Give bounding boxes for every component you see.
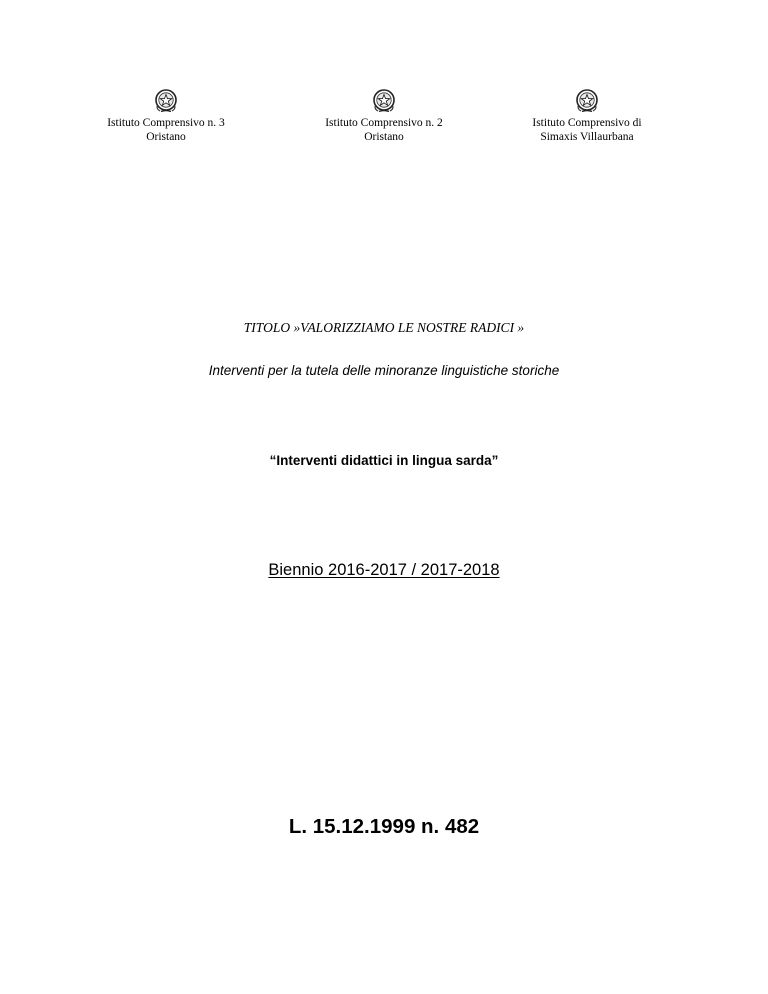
school-block-ic2-oristano <box>284 88 484 144</box>
school-city: Simaxis Villaurbana <box>540 131 634 143</box>
law-reference: L. 15.12.1999 n. 482 <box>288 815 480 838</box>
project-name: “Interventi didattici in lingua sarda” <box>269 453 499 468</box>
school-city: Oristano <box>146 131 186 143</box>
document-header <box>0 88 768 148</box>
italian-republic-emblem-icon <box>574 88 600 114</box>
italian-republic-emblem-icon <box>153 88 179 114</box>
biennio-period: Biennio 2016-2017 / 2017-2018 <box>268 561 500 579</box>
school-block-ic3-oristano <box>66 88 266 144</box>
document-title: TITOLO »VALORIZZIAMO LE NOSTRE RADICI » <box>243 320 525 335</box>
italian-republic-emblem-icon <box>371 88 397 114</box>
school-block-ic-simaxis-villaurbana <box>487 88 687 144</box>
document-subtitle: Interventi per la tutela delle minoranze linguistiche storiche <box>208 363 560 378</box>
school-city: Oristano <box>364 131 404 143</box>
school-name: Istituto Comprensivo n. 2 <box>325 117 443 129</box>
school-name: Istituto Comprensivo n. 3 <box>107 117 225 129</box>
school-name: Istituto Comprensivo di <box>532 117 642 129</box>
